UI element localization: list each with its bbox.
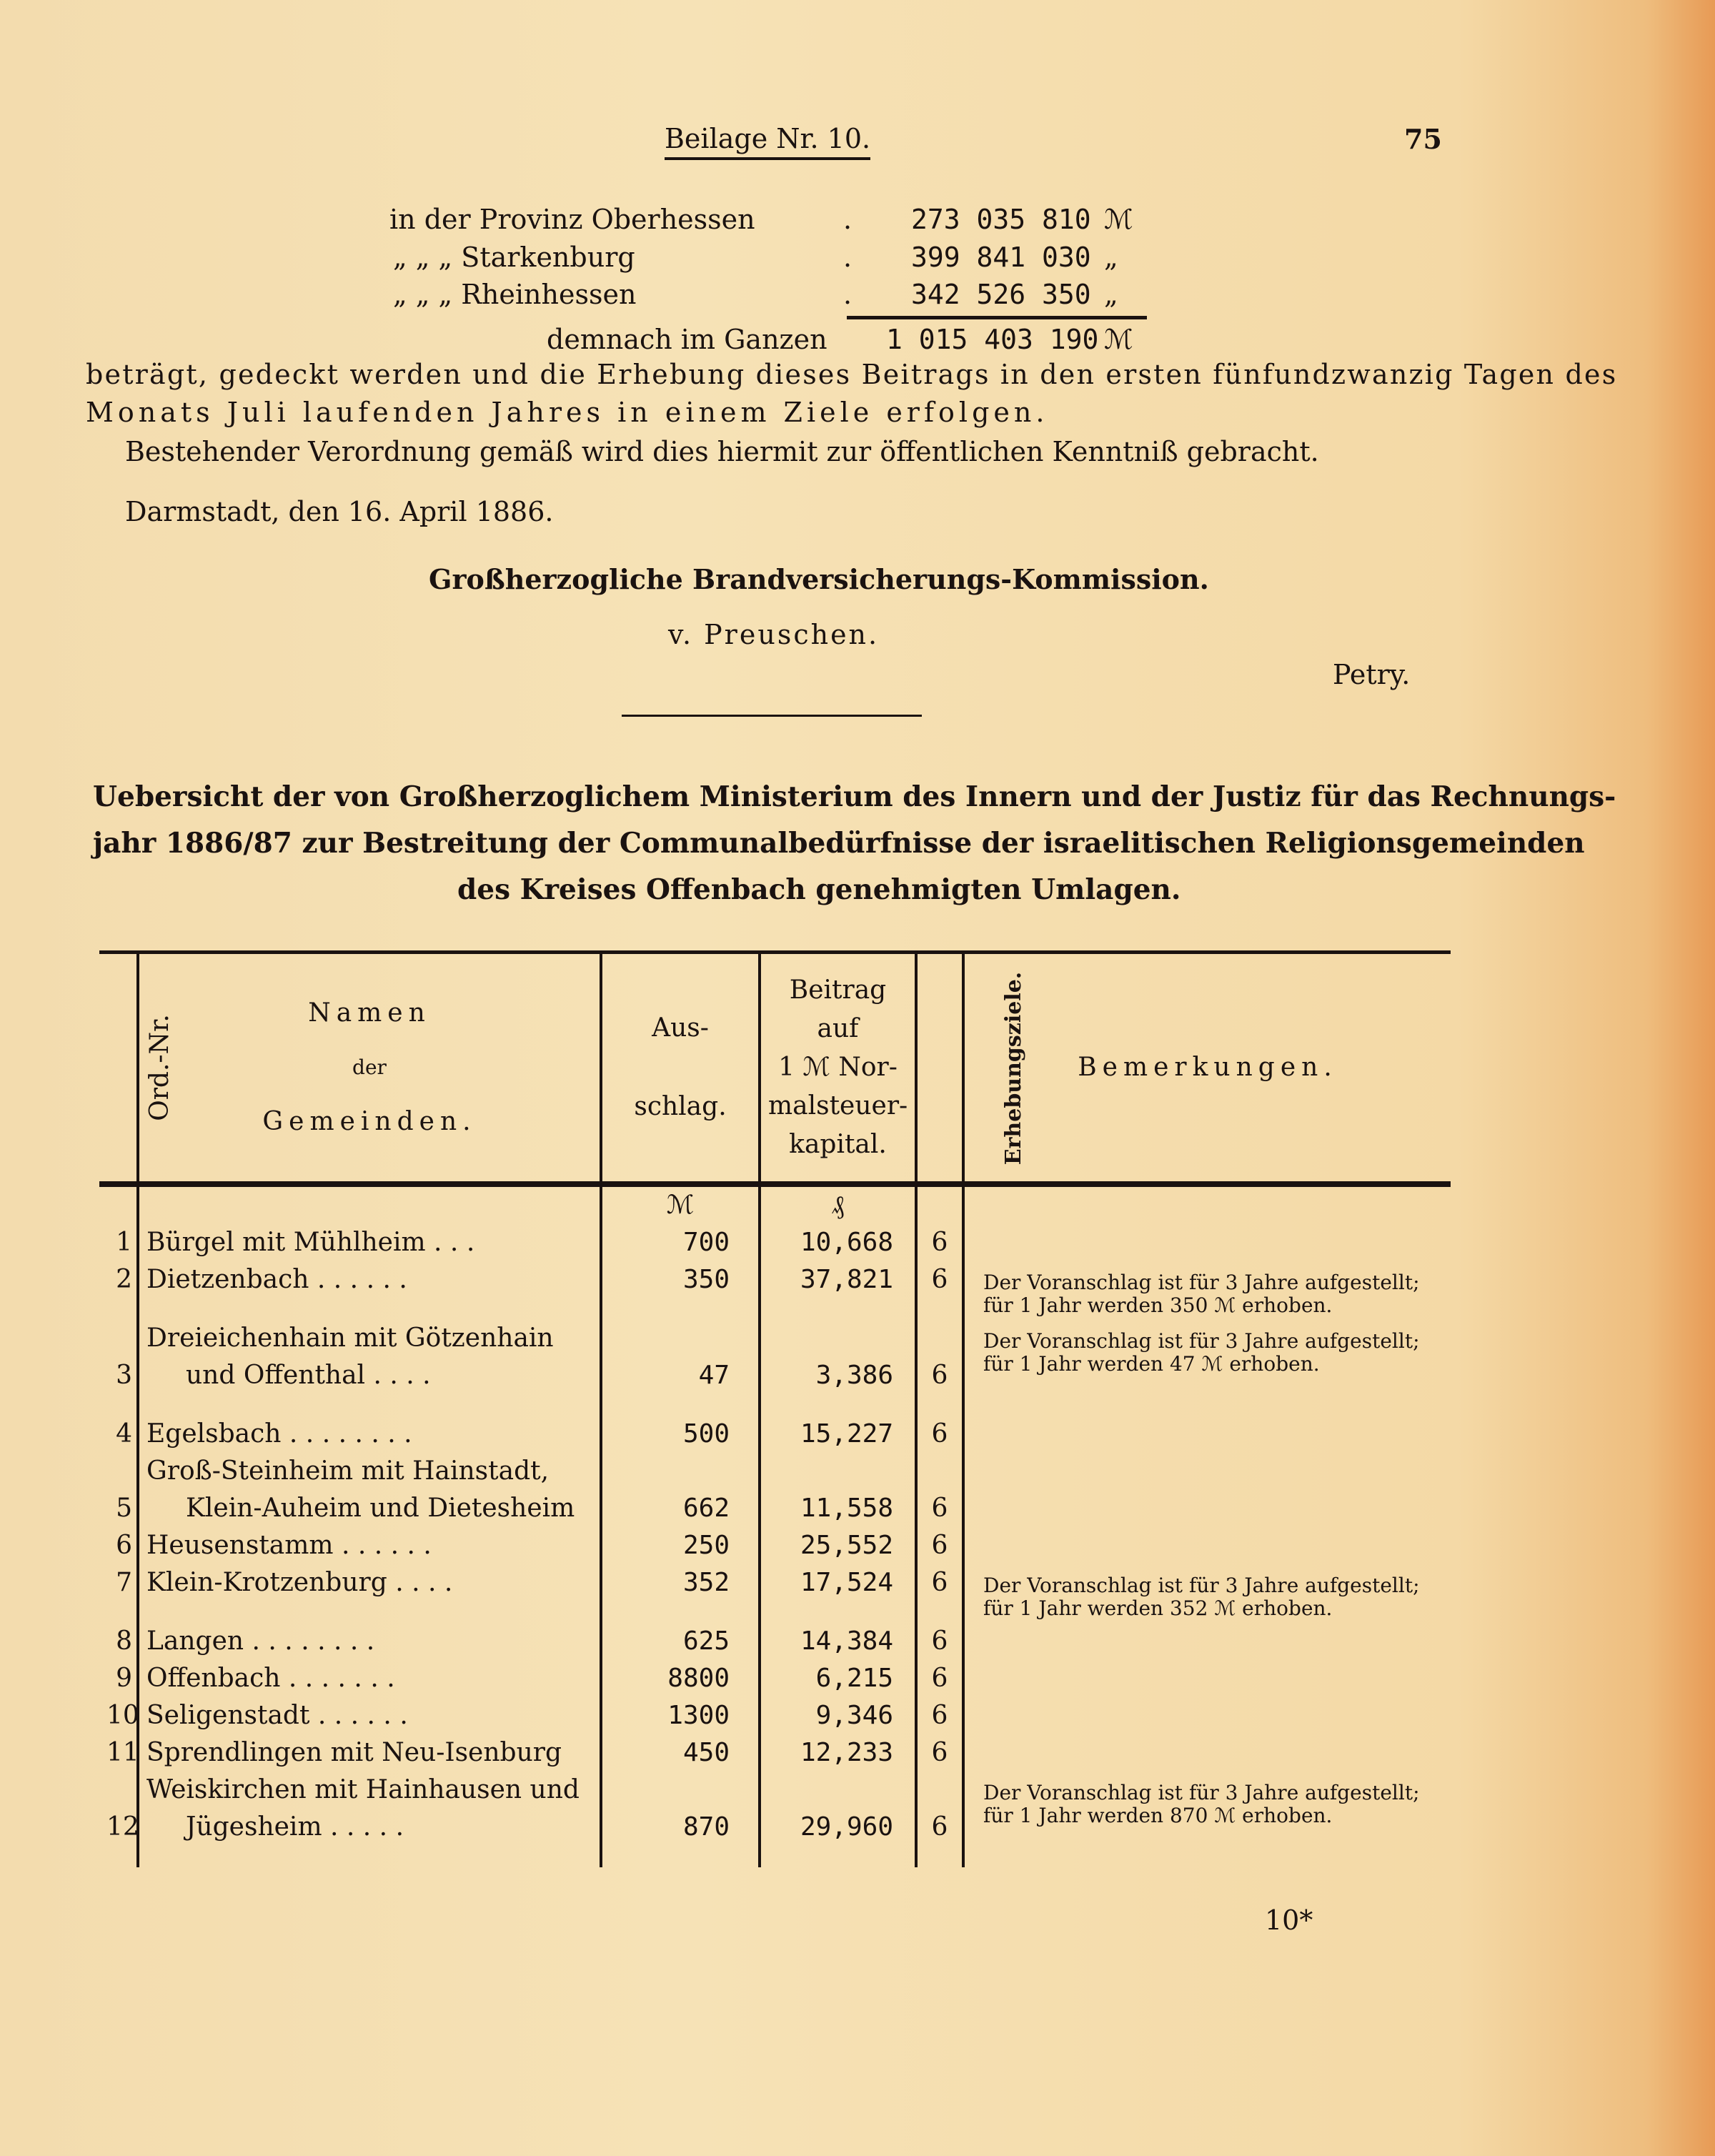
row-number: 1 <box>116 1228 132 1257</box>
unit: „ <box>1104 242 1118 273</box>
remark <box>963 1660 1451 1697</box>
remark <box>963 1453 1451 1527</box>
header-bemerkungen <box>963 953 1451 1185</box>
header-beitrag <box>760 953 916 1185</box>
ausschlag-value: 350 <box>601 1261 760 1320</box>
ziele-value: 6 <box>916 1734 963 1772</box>
ausschlag-value: 1300 <box>601 1697 760 1734</box>
province-amount: 399 841 030 <box>911 242 1091 273</box>
municipality-name-line: Klein-Krotzenburg . . . . <box>146 1568 453 1597</box>
ziele-value: 6 <box>916 1527 963 1564</box>
ziele-value: 6 <box>916 1416 963 1453</box>
municipality-name-line: Seligenstadt . . . . . . <box>146 1701 408 1730</box>
ausschlag-value: 870 <box>601 1772 760 1867</box>
header-ausschlag-line: schlag. <box>634 1092 727 1121</box>
ziele-value: 6 <box>916 1697 963 1734</box>
ziele-value: 6 <box>916 1623 963 1660</box>
unit-mark: ℳ <box>601 1184 760 1224</box>
municipality-name-line: Jügesheim . . . . . <box>186 1812 404 1842</box>
header-ziele <box>916 953 1027 1185</box>
row-number: 4 <box>116 1419 132 1449</box>
ziele-value: 6 <box>916 1660 963 1697</box>
header-name-line: Namen <box>308 998 431 1028</box>
total-label: demnach im Ganzen <box>547 324 827 355</box>
ausschlag-value: 500 <box>601 1416 760 1453</box>
header-bemerkungen-text: Bemerkungen. <box>1078 1053 1338 1082</box>
row-number: 5 <box>116 1494 132 1523</box>
row-number: 8 <box>116 1626 132 1656</box>
table-row <box>99 1453 1451 1527</box>
ziele-value: 6 <box>916 1224 963 1261</box>
signature: v. Preuschen. <box>668 619 880 650</box>
municipality-name-line: Offenbach . . . . . . . <box>146 1664 395 1693</box>
remark: Der Voranschlag ist für 3 Jahre aufgestellt; für 1 Jahr werden 350 ℳ erhoben. <box>963 1261 1451 1320</box>
remark <box>963 1697 1451 1734</box>
table-header-row <box>99 953 1451 1185</box>
sum-rule <box>847 316 1147 319</box>
table-row <box>99 1261 1451 1320</box>
municipality-name <box>138 1564 601 1623</box>
remark: Der Voranschlag ist für 3 Jahre aufgestellt; für 1 Jahr werden 47 ℳ erhoben. <box>963 1320 1451 1416</box>
leader-dot: . <box>843 204 852 235</box>
header-nr <box>99 953 174 1185</box>
municipality-name-line: Groß-Steinheim mit Hainstadt, <box>146 1456 550 1486</box>
beitrag-value: 17,524 <box>760 1564 916 1623</box>
beitrag-value: 25,552 <box>760 1527 916 1564</box>
row-number: 10 <box>106 1701 139 1730</box>
units-cell <box>963 1184 1451 1224</box>
table-row <box>99 1697 1451 1734</box>
ausschlag-value: 47 <box>601 1320 760 1416</box>
beitrag-value: 29,960 <box>760 1772 916 1867</box>
authority-heading: Großherzogliche Brandversicherungs-Kommission. <box>429 563 1209 595</box>
header-name-line: der <box>352 1055 387 1079</box>
table-row <box>99 1416 1451 1453</box>
ausschlag-value: 450 <box>601 1734 760 1772</box>
table-row <box>99 1527 1451 1564</box>
province-amount: 342 526 350 <box>911 279 1091 310</box>
municipality-name-line: Klein-Auheim und Dietesheim <box>186 1494 575 1523</box>
unit: „ <box>1104 279 1118 310</box>
table-title-line: jahr 1886/87 zur Bestreitung der Communalbedürfnisse der israelitischen Religionsgemeinden <box>93 827 1585 860</box>
header-nr-text: Ord.-Nr. <box>144 1014 174 1121</box>
beitrag-value: 37,821 <box>760 1261 916 1320</box>
beitrag-value: 9,346 <box>760 1697 916 1734</box>
page-number: 75 <box>1404 123 1442 155</box>
total-amount: 1 015 403 190 <box>886 324 1099 355</box>
header-beitrag-line: Beitrag <box>789 975 887 1005</box>
table-row <box>99 1660 1451 1697</box>
province-label: „ „ „ Starkenburg <box>393 242 635 273</box>
municipality-name <box>138 1261 601 1320</box>
remark: Der Voranschlag ist für 3 Jahre aufgestellt; für 1 Jahr werden 352 ℳ erhoben. <box>963 1564 1451 1623</box>
unit: ℳ <box>1104 204 1133 235</box>
unit-pfennig: ₰ <box>760 1184 916 1224</box>
ziele-value: 6 <box>916 1320 963 1416</box>
table-row <box>99 1564 1451 1623</box>
leader-dot: . <box>843 279 852 310</box>
units-cell <box>916 1184 963 1224</box>
ausschlag-value: 352 <box>601 1564 760 1623</box>
ziele-value: 6 <box>916 1564 963 1623</box>
row-number: 2 <box>116 1265 132 1294</box>
municipality-name <box>138 1453 601 1527</box>
remark <box>963 1734 1451 1772</box>
header-ziele-text: Erhebungsziele. <box>1001 971 1027 1166</box>
row-number: 11 <box>106 1738 139 1767</box>
header-beitrag-line: kapital. <box>789 1130 887 1159</box>
municipality-name <box>138 1320 601 1416</box>
municipality-name <box>138 1527 601 1564</box>
municipality-name-line: Dietzenbach . . . . . . <box>146 1265 407 1294</box>
ziele-value: 6 <box>916 1261 963 1320</box>
paragraph-line: Monats Juli laufenden Jahres in einem Ziele erfolgen. <box>86 397 1049 428</box>
table-row <box>99 1734 1451 1772</box>
ausschlag-value: 250 <box>601 1527 760 1564</box>
municipality-name <box>138 1697 601 1734</box>
beitrag-value: 11,558 <box>760 1453 916 1527</box>
row-number: 9 <box>116 1664 132 1693</box>
ziele-value: 6 <box>916 1772 963 1867</box>
beitrag-value: 14,384 <box>760 1623 916 1660</box>
municipality-name-line: Langen . . . . . . . . <box>146 1626 375 1656</box>
municipality-name-line: Sprendlingen mit Neu-Isenburg <box>146 1738 562 1767</box>
municipality-name <box>138 1772 601 1867</box>
paragraph-line: Bestehender Verordnung gemäß wird dies hiermit zur öffentlichen Kenntniß gebracht. <box>125 436 1319 467</box>
beitrag-value: 6,215 <box>760 1660 916 1697</box>
row-number: 6 <box>116 1531 132 1560</box>
municipality-name-line: und Offenthal . . . . <box>186 1361 431 1390</box>
ziele-value: 6 <box>916 1453 963 1527</box>
row-number: 3 <box>116 1361 132 1390</box>
row-number: 7 <box>116 1568 132 1597</box>
municipality-name-line: Bürgel mit Mühlheim . . . <box>146 1228 475 1257</box>
province-label: in der Provinz Oberhessen <box>389 204 755 235</box>
header-beitrag-line: 1 ℳ Nor- <box>778 1053 898 1082</box>
paragraph-line: beträgt, gedeckt werden und die Erhebung dieses Beitrags in den ersten fünfundzwanzig Tagen des <box>86 359 1618 390</box>
remark <box>963 1623 1451 1660</box>
header-beitrag-line: auf <box>817 1014 859 1043</box>
header-beitrag-line: malsteuer- <box>768 1091 908 1121</box>
municipality-name-line: Egelsbach . . . . . . . . <box>146 1419 412 1449</box>
table-row <box>99 1623 1451 1660</box>
signature-mark: 10* <box>1265 1904 1313 1936</box>
signature: Petry. <box>1333 659 1411 690</box>
divider <box>622 715 922 717</box>
table-title-line: Uebersicht der von Großherzoglichem Ministerium des Innern und der Justiz für das Rechnungs- <box>93 780 1616 813</box>
ausschlag-value: 662 <box>601 1453 760 1527</box>
municipality-name <box>138 1623 601 1660</box>
beitrag-value: 10,668 <box>760 1224 916 1261</box>
municipality-name-line: Heusenstamm . . . . . . <box>146 1531 432 1560</box>
municipality-name-line: Dreieichenhain mit Götzenhain <box>146 1323 554 1353</box>
levy-table <box>99 950 1451 1867</box>
header-ausschlag-line: Aus- <box>652 1013 709 1043</box>
dateline: Darmstadt, den 16. April 1886. <box>125 496 554 527</box>
table-row <box>99 1320 1451 1416</box>
header-ausschlag <box>601 953 760 1185</box>
row-number: 12 <box>106 1812 139 1842</box>
units-cell <box>138 1184 601 1224</box>
beitrag-value: 15,227 <box>760 1416 916 1453</box>
unit: ℳ <box>1104 324 1133 355</box>
province-label: „ „ „ Rheinhessen <box>393 279 637 310</box>
header-name-line: Gemeinden. <box>262 1107 477 1136</box>
beitrag-value: 3,386 <box>760 1320 916 1416</box>
units-row <box>99 1184 1451 1224</box>
municipality-name <box>138 1734 601 1772</box>
page-header-title: Beilage Nr. 10. <box>665 123 870 160</box>
municipality-name <box>138 1224 601 1261</box>
units-cell <box>99 1184 138 1224</box>
remark <box>963 1527 1451 1564</box>
province-amount: 273 035 810 <box>911 204 1091 235</box>
table-row <box>99 1224 1451 1261</box>
header-name <box>138 953 601 1185</box>
ausschlag-value: 700 <box>601 1224 760 1261</box>
remark: Der Voranschlag ist für 3 Jahre aufgestellt; für 1 Jahr werden 870 ℳ erhoben. <box>963 1772 1451 1867</box>
table-title-line: des Kreises Offenbach genehmigten Umlagen. <box>457 873 1181 906</box>
remark <box>963 1224 1451 1261</box>
ausschlag-value: 8800 <box>601 1660 760 1697</box>
table-row <box>99 1772 1451 1867</box>
remark <box>963 1416 1451 1453</box>
municipality-name <box>138 1416 601 1453</box>
ausschlag-value: 625 <box>601 1623 760 1660</box>
leader-dot: . <box>843 242 852 273</box>
municipality-name <box>138 1660 601 1697</box>
beitrag-value: 12,233 <box>760 1734 916 1772</box>
municipality-name-line: Weiskirchen mit Hainhausen und <box>146 1775 580 1804</box>
